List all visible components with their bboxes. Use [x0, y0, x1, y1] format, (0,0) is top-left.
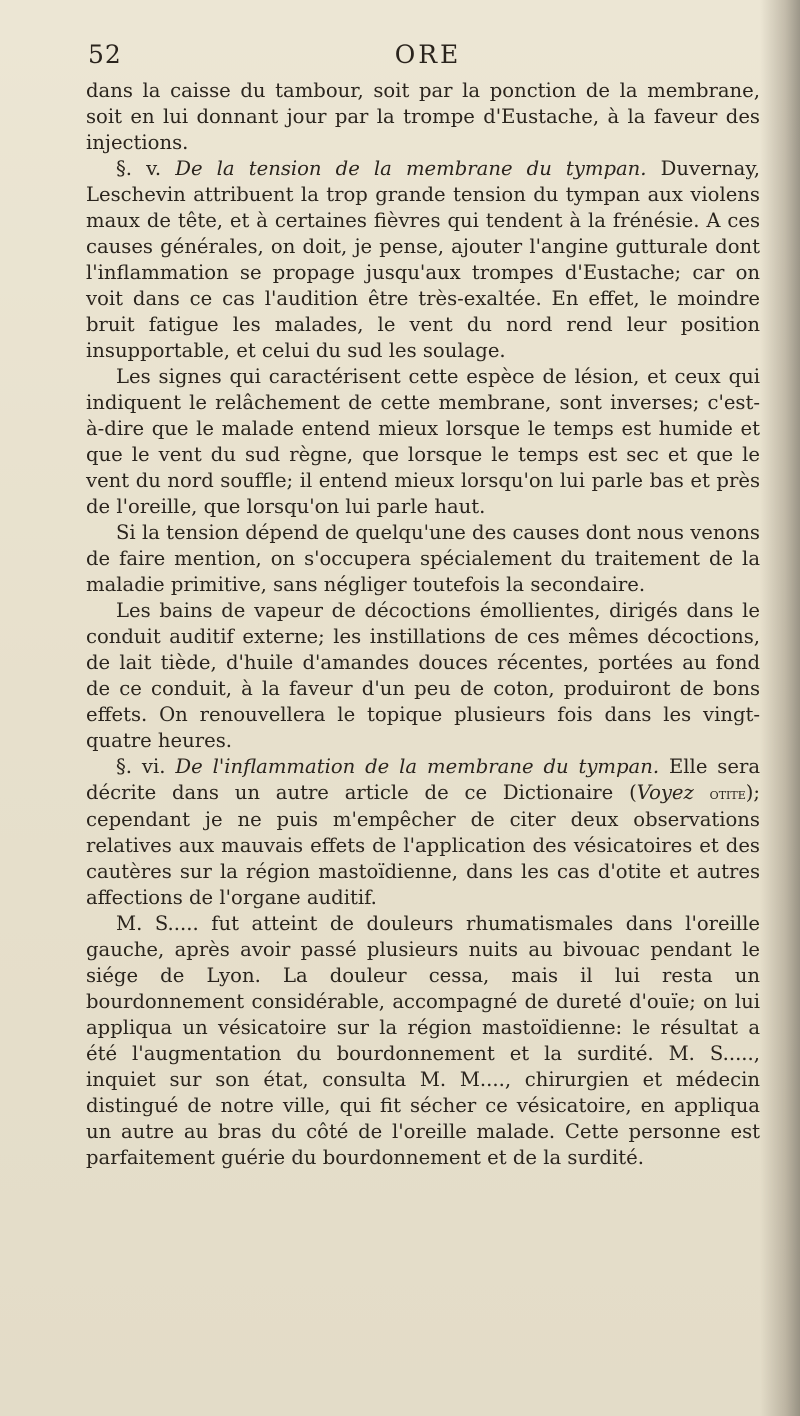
- section-heading: De l'inflammation de la membrane du tympan.: [175, 755, 660, 778]
- cross-reference-voyez: Voyez: [636, 781, 694, 804]
- paragraph-section-vi: [86, 754, 760, 911]
- section-marker: §. vi.: [116, 755, 166, 778]
- paragraph-text: Elle sera décrite dans un autre article de ce Dictionaire (: [86, 755, 761, 804]
- section-marker: §. v.: [116, 157, 162, 180]
- paragraph: M. S..... fut atteint de douleurs rhumatismales dans l'oreille gauche, après avoir passé plusieurs nuits au bivouac pendant le siége de Lyon. La douleur cessa, mais il lui resta un bourdonnement considérable, accompagné de dureté d'ouïe; on lui appliqua un vésicatoire sur la région mastoïdienne: le résultat a été l'augmentation du bourdonnement et la surdité. M. S....., inquiet sur son état, consulta M. M...., chirurgien et médecin distingué de notre ville, qui fit sécher ce vésicatoire, en appliqua un autre au bras du côté de l'oreille malade. Cette personne est parfaitement guérie du bourdonnement et de la surdité.: [86, 912, 760, 1169]
- page-header: [88, 40, 768, 72]
- paragraph-text: Duvernay, Leschevin attribuent la trop grande tension du tympan aux violens maux de tête, et à certaines fièvres qui tendent à la frénésie. A ces causes générales, on doit, je pense, ajouter l'angine gutturale dont l'inflammation se propage jusqu'aux trompes d'Eustache; car on voit dans ce cas l'audition être très-exaltée. En effet, le moindre bruit fatigue les malades, le vent du nord rend leur position insupportable, et celui du sud les soulage.: [86, 157, 761, 362]
- paragraph: Les signes qui caractérisent cette espèce de lésion, et ceux qui indiquent le relâchement de cette membrane, sont inverses; c'est-à-dire que le malade entend mieux lorsque le temps est humide et que le vent du sud règne, que lorsque le temps est sec et que le vent du nord souffle; il entend mieux lorsqu'on lui parle bas et près de l'oreille, que lorsqu'on lui parle haut.: [86, 365, 760, 518]
- section-heading: De la tension de la membrane du tympan.: [175, 157, 647, 180]
- paragraph-section-v: [86, 156, 760, 364]
- paragraph: Les bains de vapeur de décoctions émollientes, dirigés dans le conduit auditif externe; les instillations de ces mêmes décoctions, de lait tiède, d'huile d'amandes douces récentes, portées au fond de ce conduit, à la faveur d'un peu de coton, produiront de bons effets. On renouvellera le topique plusieurs fois dans les vingt-quatre heures.: [86, 599, 760, 752]
- body-text: [86, 78, 760, 1171]
- cross-reference-term: otite: [709, 785, 746, 803]
- paragraph-text: ); cependant je ne puis m'empêcher de citer deux observations relatives aux mauvais effets de l'application des vésicatoires et des cautères sur la région mastoïdienne, dans les cas d'otite et autres affections de l'organe auditif.: [86, 781, 760, 909]
- page-number: 52: [88, 40, 122, 69]
- paragraph: Si la tension dépend de quelqu'une des causes dont nous venons de faire mention, on s'occupera spécialement du traitement de la maladie primitive, sans négliger toutefois la secondaire.: [86, 521, 760, 596]
- running-head: ORE: [394, 40, 462, 69]
- paragraph-continuation: dans la caisse du tambour, soit par la ponction de la membrane, soit en lui donnant jour par la trompe d'Eustache, à la faveur des injections.: [86, 79, 760, 154]
